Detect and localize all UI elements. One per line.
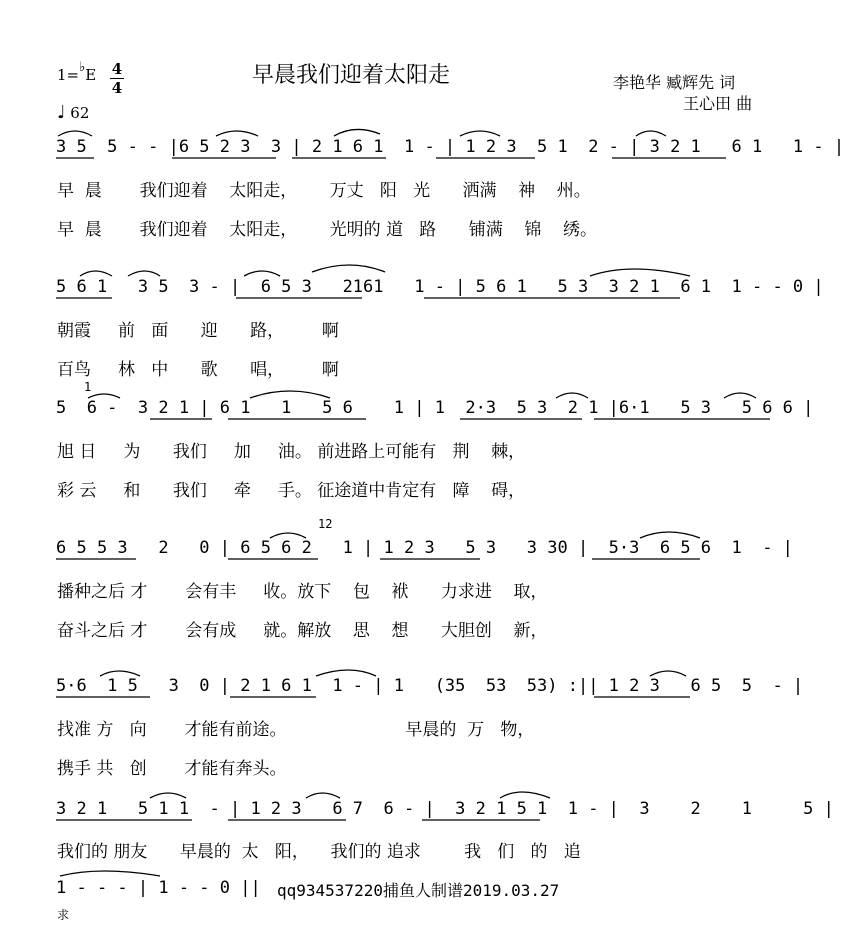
notation-line-5: 5·6 1 5 3 0 | 2 1 6 1 1 - | 1 (35 53 53) :|| 1 2 3 6 5 5 - | (56, 676, 804, 696)
transcriber-credit: qq934537220捕鱼人制谱2019.03.27 (277, 881, 560, 900)
lyrics-line-2-verse-1: 朝霞 前 面 迎 路， 啊 (57, 321, 339, 341)
lyrics-line-6-verse-1: 我们的 朋友 早晨的 太 阳， 我们的 追求 我 们 的 追 (57, 842, 581, 862)
time-signature: 4 4 (111, 60, 123, 97)
lyrics-line-7-verse-1: 求 (57, 908, 70, 922)
song-title: 早晨我们迎着太阳走 (252, 63, 451, 88)
notation-line-7: 1 - - - | 1 - - 0 || (56, 878, 261, 898)
lyrics-line-1-verse-2: 早 晨 我们迎着 太阳走， 光明的 道 路 铺满 锦 绣。 (57, 220, 597, 240)
lyricist-credit: 李艳华 臧辉先 词 (613, 73, 736, 92)
lyrics-line-4-verse-2: 奋斗之后 才 会有成 就。解放 思 想 大胆创 新， (57, 621, 548, 641)
lyrics-line-3-verse-1: 旭 日 为 我们 加 油。 前进路上可能有 荆 棘， (57, 442, 526, 462)
key-signature: 1=♭E (57, 60, 97, 84)
lyrics-line-3-verse-2: 彩 云 和 我们 牵 手。 征途道中肯定有 障 碍， (57, 481, 526, 501)
lyrics-line-5-verse-1: 找准 方 向 才能有前途。 早晨的 万 物， (57, 720, 535, 740)
lyrics-line-2-verse-2: 百鸟 林 中 歌 唱， 啊 (57, 360, 339, 380)
notation-line-4: 6 5 5 3 2 0 | 6 5 6 2 1 | 1 2 3 5 3 3 30 | 5·3 6 5 6 1 - | (56, 538, 793, 558)
lyrics-line-1-verse-1: 早 晨 我们迎着 太阳走， 万丈 阳 光 洒满 神 州。 (57, 181, 591, 201)
notation-line-1: 3 5 5 - - |6 5 2 3 3 | 2 1 6 1 1 - | 1 2 3 5 1 2 - | 3 2 1 6 1 1 - | (56, 137, 845, 157)
lyrics-line-4-verse-1: 播种之后 才 会有丰 收。放下 包 袱 力求进 取， (57, 582, 548, 602)
notation-line-3: 5 6 - 3 2 1 | 6 1 1 5 6 1 | 1 2·3 5 3 2 1 |6·1 5 3 5 6 6 | (56, 398, 814, 418)
notation-line-2: 5 6 1 3 5 3 - | 6 5 3 2161 1 - | 5 6 1 5 3 3 2 1 6 1 1 - - 0 | (56, 277, 824, 297)
tempo-marking: ♩ 62 (57, 102, 90, 123)
lyrics-line-5-verse-2: 携手 共 创 才能有奔头。 (57, 759, 287, 779)
composer-credit: 王心田 曲 (683, 94, 753, 113)
notation-line-6: 3 2 1 5 1 1 - | 1 2 3 6 7 6 - | 3 2 1 5 1 1 - | 3 2 1 5 | (56, 799, 834, 819)
grace-note: 12 (318, 517, 333, 531)
grace-note: 1 (84, 380, 92, 394)
